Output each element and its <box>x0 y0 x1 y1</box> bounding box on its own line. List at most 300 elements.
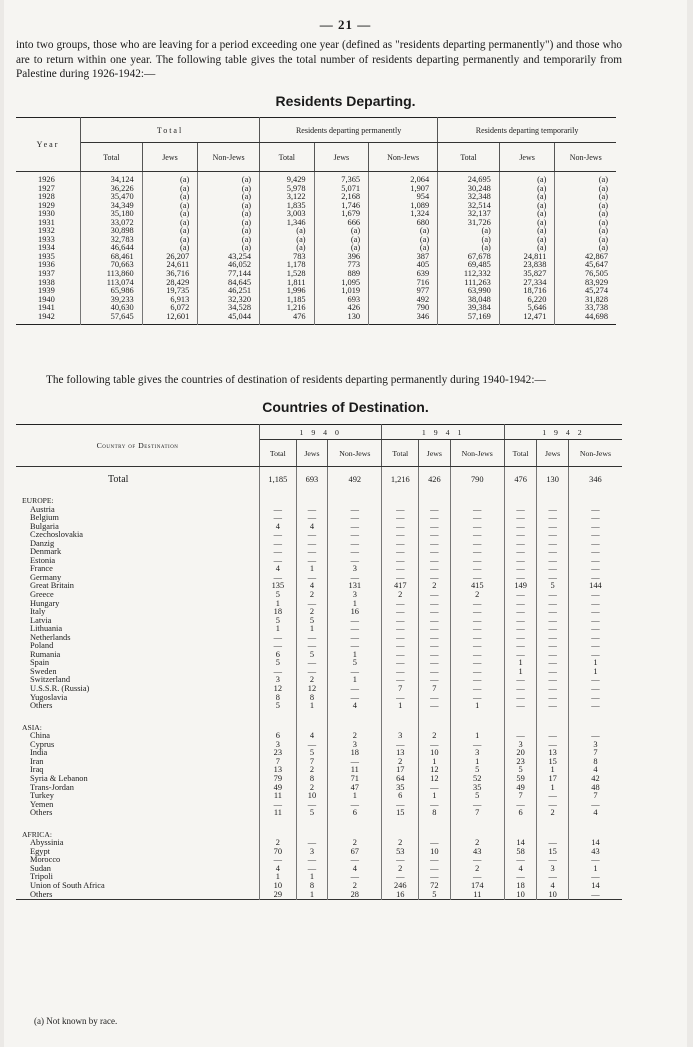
value-cell: — <box>591 538 600 548</box>
empty-cell <box>450 711 504 720</box>
value-cell: 45,647 <box>584 260 608 270</box>
value-cell: — <box>419 600 450 609</box>
value-cell: — <box>328 758 382 767</box>
value-cell: 13 <box>260 766 297 775</box>
table-row <box>16 839 622 848</box>
year-cell: 1941 <box>16 304 81 313</box>
value-cell: 1 <box>260 600 297 609</box>
column-header: Jews <box>537 440 568 467</box>
value-cell: 2 <box>260 839 297 848</box>
column-header: Jews <box>314 143 369 172</box>
value-cell: 7 <box>260 758 297 767</box>
value-cell: — <box>260 548 297 557</box>
value-cell: — <box>260 801 297 810</box>
value-cell: (a) <box>260 244 315 253</box>
column-header: Jews <box>419 440 450 467</box>
table-row <box>16 608 622 617</box>
table-row <box>16 792 622 801</box>
total-value: 426 <box>419 467 450 494</box>
value-cell: — <box>419 741 450 750</box>
value-cell: — <box>260 856 297 865</box>
value-cell: 4 <box>296 523 327 532</box>
value-cell: (a) <box>198 185 260 194</box>
value-cell: (a) <box>598 243 608 253</box>
table-row <box>16 865 622 874</box>
empty-cell <box>419 711 450 720</box>
empty-cell <box>382 493 419 506</box>
value-cell: 5 <box>537 582 568 591</box>
value-cell: — <box>382 659 419 668</box>
value-cell: 7 <box>450 809 504 818</box>
value-cell: — <box>504 634 537 643</box>
value-cell: 5 <box>260 702 297 711</box>
value-cell: 7 <box>593 791 598 801</box>
value-cell: 70 <box>260 848 297 857</box>
value-cell: 47 <box>328 784 382 793</box>
value-cell: 5 <box>260 591 297 600</box>
value-cell: 76,505 <box>584 269 608 279</box>
value-cell: 2 <box>382 758 419 767</box>
value-cell: 5,071 <box>314 185 369 194</box>
value-cell: 10 <box>296 792 327 801</box>
value-cell: — <box>296 865 327 874</box>
value-cell: 8 <box>296 694 327 703</box>
value-cell: — <box>537 608 568 617</box>
value-cell: — <box>450 548 504 557</box>
value-cell: 680 <box>369 219 438 228</box>
value-cell: — <box>419 591 450 600</box>
value-cell: 476 <box>260 313 315 325</box>
value-cell: — <box>419 634 450 643</box>
value-cell: — <box>382 625 419 634</box>
country-name: Morocco <box>16 856 260 865</box>
value-cell: 4 <box>328 865 382 874</box>
value-cell: 144 <box>589 581 602 591</box>
value-cell: (a) <box>598 217 608 227</box>
value-cell: — <box>504 625 537 634</box>
table-row <box>16 523 622 532</box>
value-cell: — <box>328 694 382 703</box>
value-cell: — <box>296 557 327 566</box>
value-cell: — <box>537 741 568 750</box>
value-cell: — <box>382 642 419 651</box>
value-cell: 1,089 <box>369 202 438 211</box>
empty-cell <box>568 711 622 720</box>
empty-cell <box>419 493 450 506</box>
value-cell: — <box>591 607 600 617</box>
value-cell: 130 <box>314 313 369 325</box>
value-cell: 12 <box>260 685 297 694</box>
value-cell: 38,048 <box>438 296 500 305</box>
value-cell: 19,735 <box>142 287 198 296</box>
value-cell: — <box>504 685 537 694</box>
value-cell: — <box>328 634 382 643</box>
value-cell: 3 <box>537 865 568 874</box>
value-cell: — <box>382 565 419 574</box>
value-cell: — <box>450 523 504 532</box>
value-cell: 1 <box>450 758 504 767</box>
region-name: EUROPE: <box>16 493 260 506</box>
value-cell: (a) <box>142 227 198 236</box>
value-cell: 8 <box>260 694 297 703</box>
value-cell: 4 <box>296 732 327 741</box>
value-cell: (a) <box>142 210 198 219</box>
value-cell: 417 <box>382 582 419 591</box>
value-cell: — <box>537 514 568 523</box>
country-name: Switzerland <box>16 676 260 685</box>
value-cell: 666 <box>314 219 369 228</box>
table-row <box>16 749 622 758</box>
country-name: Greece <box>16 591 260 600</box>
value-cell: 35,827 <box>499 270 555 279</box>
empty-cell <box>568 493 622 506</box>
table-row <box>16 210 616 219</box>
value-cell: 6 <box>328 809 382 818</box>
value-cell: — <box>419 565 450 574</box>
value-cell: — <box>382 608 419 617</box>
value-cell: 31,726 <box>438 219 500 228</box>
column-header: Total <box>260 143 315 172</box>
value-cell: — <box>419 784 450 793</box>
value-cell: 79 <box>260 775 297 784</box>
table-row <box>16 582 622 591</box>
country-name: Italy <box>16 608 260 617</box>
value-cell: 2 <box>296 676 327 685</box>
value-cell: — <box>328 856 382 865</box>
spacer-row <box>16 818 622 827</box>
value-cell: — <box>537 792 568 801</box>
value-cell: 43 <box>591 846 600 856</box>
table2-title: Countries of Destination. <box>262 399 429 415</box>
value-cell: 59 <box>504 775 537 784</box>
value-cell: — <box>382 574 419 583</box>
value-cell: — <box>296 839 327 848</box>
value-cell: (a) <box>598 200 608 210</box>
value-cell: 3 <box>328 741 382 750</box>
value-cell: — <box>450 565 504 574</box>
value-cell: (a) <box>499 219 555 228</box>
table-row <box>16 809 622 818</box>
country-name: U.S.S.R. (Russia) <box>16 685 260 694</box>
table-row <box>16 775 622 784</box>
value-cell: 6 <box>260 651 297 660</box>
value-cell: — <box>260 514 297 523</box>
value-cell: 30,898 <box>81 227 143 236</box>
value-cell: 77,144 <box>198 270 260 279</box>
empty-cell <box>328 493 382 506</box>
value-cell: 2 <box>382 865 419 874</box>
value-cell: 1,835 <box>260 202 315 211</box>
value-cell: 12 <box>419 775 450 784</box>
value-cell: (a) <box>314 236 369 245</box>
value-cell: 46,251 <box>198 287 260 296</box>
value-cell: — <box>537 523 568 532</box>
column-header: Total <box>260 440 297 467</box>
value-cell: — <box>382 523 419 532</box>
value-cell: 1 <box>296 702 327 711</box>
value-cell: 790 <box>369 304 438 313</box>
year-cell: 1932 <box>16 227 81 236</box>
value-cell: 8 <box>296 775 327 784</box>
document-page <box>4 0 687 1047</box>
year-cell: 1928 <box>16 193 81 202</box>
value-cell: 18 <box>260 608 297 617</box>
value-cell: — <box>504 676 537 685</box>
value-cell: — <box>591 624 600 634</box>
value-cell: (a) <box>438 244 500 253</box>
value-cell: — <box>591 632 600 642</box>
value-cell: — <box>591 731 600 741</box>
value-cell: — <box>450 694 504 703</box>
empty-cell <box>260 711 297 720</box>
country-name: Cyprus <box>16 741 260 750</box>
country-name: Danzig <box>16 540 260 549</box>
column-header: Total <box>504 440 537 467</box>
value-cell: — <box>296 668 327 677</box>
value-cell: 10 <box>419 848 450 857</box>
value-cell: 18,716 <box>499 287 555 296</box>
value-cell: 7 <box>296 758 327 767</box>
value-cell: 2 <box>419 582 450 591</box>
value-cell: 3 <box>260 741 297 750</box>
value-cell: — <box>419 659 450 668</box>
value-cell: 3 <box>328 591 382 600</box>
value-cell: — <box>591 547 600 557</box>
value-cell: — <box>504 702 537 711</box>
column-header: Non-Jews <box>369 143 438 172</box>
country-name: Iraq <box>16 766 260 775</box>
country-name: Rumania <box>16 651 260 660</box>
country-name: Others <box>16 702 260 711</box>
value-cell: — <box>328 548 382 557</box>
country-name: Yemen <box>16 801 260 810</box>
value-cell: — <box>382 634 419 643</box>
value-cell: — <box>591 684 600 694</box>
value-cell: 1 <box>450 732 504 741</box>
value-cell: 1 <box>382 702 419 711</box>
value-cell: (a) <box>598 234 608 244</box>
value-cell: — <box>591 675 600 685</box>
value-cell: (a) <box>142 193 198 202</box>
country-name: Lithuania <box>16 625 260 634</box>
year-cell: 1931 <box>16 219 81 228</box>
value-cell: — <box>537 625 568 634</box>
value-cell: 39,384 <box>438 304 500 313</box>
country-name: Tripoli <box>16 873 260 882</box>
value-cell: — <box>450 801 504 810</box>
value-cell: 5 <box>419 891 450 900</box>
value-cell: 58 <box>504 848 537 857</box>
region-name: ASIA: <box>16 720 260 733</box>
empty-cell <box>537 493 568 506</box>
empty-cell <box>419 818 450 827</box>
empty-cell <box>16 818 260 827</box>
value-cell: 7 <box>593 748 598 758</box>
empty-cell <box>382 818 419 827</box>
spacer-row <box>16 711 622 720</box>
value-cell: 13 <box>537 749 568 758</box>
empty-cell <box>296 711 327 720</box>
value-cell: — <box>504 856 537 865</box>
value-cell: 6,220 <box>499 296 555 305</box>
value-cell: — <box>537 873 568 882</box>
column-header: Total <box>81 143 143 172</box>
table-row <box>16 313 616 325</box>
table-row <box>16 702 622 711</box>
value-cell: — <box>382 617 419 626</box>
column-header: Total <box>382 440 419 467</box>
value-cell: 1 <box>328 651 382 660</box>
region-name: AFRICA: <box>16 827 260 840</box>
value-cell: (a) <box>198 244 260 253</box>
value-cell: 174 <box>450 882 504 891</box>
total-value: 492 <box>328 467 382 494</box>
value-cell: 39,233 <box>81 296 143 305</box>
value-cell: 135 <box>260 582 297 591</box>
table-row <box>16 514 622 523</box>
value-cell: 34,124 <box>81 172 143 185</box>
value-cell: — <box>504 591 537 600</box>
value-cell: 34,528 <box>198 304 260 313</box>
value-cell: 2 <box>296 784 327 793</box>
table-row <box>16 172 616 185</box>
value-cell: 1 <box>328 792 382 801</box>
value-cell: 83,929 <box>584 277 608 287</box>
value-cell: 30,248 <box>438 185 500 194</box>
value-cell: 1 <box>260 625 297 634</box>
value-cell: — <box>591 513 600 523</box>
value-cell: — <box>450 676 504 685</box>
value-cell: (a) <box>142 202 198 211</box>
total-value: 130 <box>537 467 568 494</box>
value-cell: 1 <box>537 766 568 775</box>
value-cell: 415 <box>450 582 504 591</box>
value-cell: — <box>382 676 419 685</box>
value-cell: 5 <box>260 659 297 668</box>
year-cell: 1927 <box>16 185 81 194</box>
table-row <box>16 766 622 775</box>
table-row <box>16 193 616 202</box>
value-cell: — <box>382 873 419 882</box>
country-name: Hungary <box>16 600 260 609</box>
table-row <box>16 856 622 865</box>
total-value: 1,185 <box>260 467 297 494</box>
value-cell: 35 <box>450 784 504 793</box>
column-header: Jews <box>499 143 555 172</box>
value-cell: — <box>260 540 297 549</box>
value-cell: — <box>328 574 382 583</box>
value-cell: 32,320 <box>198 296 260 305</box>
value-cell: 32,137 <box>438 210 500 219</box>
country-name: Czechoslovakia <box>16 531 260 540</box>
table-row <box>16 202 616 211</box>
group-header-temporary: Residents departing temporarily <box>438 118 616 143</box>
value-cell: 32,783 <box>81 236 143 245</box>
value-cell: (a) <box>142 236 198 245</box>
residents-departing-table <box>16 117 616 325</box>
value-cell: — <box>450 531 504 540</box>
value-cell: 112,332 <box>438 270 500 279</box>
value-cell: (a) <box>499 202 555 211</box>
value-cell: 773 <box>314 261 369 270</box>
value-cell: — <box>591 872 600 882</box>
value-cell: — <box>296 506 327 515</box>
value-cell: 70,663 <box>81 261 143 270</box>
value-cell: 1 <box>504 659 537 668</box>
value-cell: 2 <box>296 766 327 775</box>
value-cell: — <box>450 608 504 617</box>
value-cell: — <box>382 668 419 677</box>
value-cell: — <box>382 741 419 750</box>
value-cell: 1,746 <box>314 202 369 211</box>
column-header: Non-Jews <box>555 143 616 172</box>
year-cell: 1936 <box>16 261 81 270</box>
value-cell: — <box>419 548 450 557</box>
value-cell: — <box>419 574 450 583</box>
value-cell: 3 <box>504 741 537 750</box>
year-cell: 1934 <box>16 244 81 253</box>
table-row <box>16 219 616 228</box>
value-cell: — <box>450 514 504 523</box>
table-row <box>16 891 622 900</box>
value-cell: — <box>537 642 568 651</box>
value-cell: — <box>260 531 297 540</box>
value-cell: (a) <box>499 185 555 194</box>
value-cell: — <box>537 565 568 574</box>
value-cell: — <box>419 506 450 515</box>
empty-cell <box>382 711 419 720</box>
table-row <box>16 732 622 741</box>
value-cell: (a) <box>598 175 608 184</box>
value-cell: 2 <box>296 591 327 600</box>
value-cell: — <box>450 634 504 643</box>
value-cell: (a) <box>198 236 260 245</box>
value-cell: 4 <box>260 565 297 574</box>
value-cell: — <box>537 600 568 609</box>
value-cell: — <box>419 608 450 617</box>
value-cell: 1 <box>593 658 598 668</box>
value-cell: — <box>591 504 600 514</box>
value-cell: (a) <box>142 172 198 185</box>
value-cell: 3,122 <box>260 193 315 202</box>
value-cell: — <box>296 548 327 557</box>
value-cell: 113,860 <box>81 270 143 279</box>
country-name: Germany <box>16 574 260 583</box>
region-header-row <box>16 827 622 840</box>
value-cell: (a) <box>438 227 500 236</box>
value-cell: (a) <box>499 244 555 253</box>
value-cell: — <box>591 615 600 625</box>
value-cell: 1,178 <box>260 261 315 270</box>
total-value: 790 <box>450 467 504 494</box>
country-name: Turkey <box>16 792 260 801</box>
empty-cell <box>504 711 537 720</box>
value-cell: 2 <box>328 839 382 848</box>
value-cell: 9,429 <box>260 172 315 185</box>
table-row <box>16 642 622 651</box>
value-cell: 28,429 <box>142 279 198 288</box>
value-cell: (a) <box>260 227 315 236</box>
country-name: India <box>16 749 260 758</box>
value-cell: 8 <box>593 756 598 766</box>
value-cell: 1 <box>296 873 327 882</box>
value-cell: 2 <box>328 882 382 891</box>
value-cell: 5 <box>328 659 382 668</box>
value-cell: — <box>591 521 600 531</box>
value-cell: 5 <box>450 766 504 775</box>
value-cell: 3 <box>450 749 504 758</box>
value-cell: — <box>450 741 504 750</box>
